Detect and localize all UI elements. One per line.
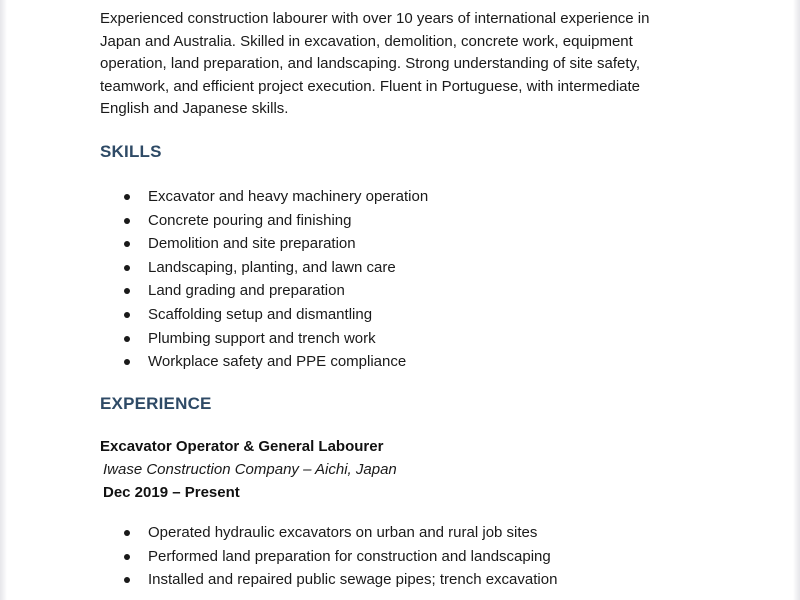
experience-heading: EXPERIENCE [100,394,212,413]
skill-item [100,209,740,233]
summary-line: operation, land preparation, and landscaping. Strong understanding of site safety, [100,55,641,72]
duty-text: Performed land preparation for construction and landscaping [148,547,551,565]
skill-item [100,303,740,327]
job-duties-list [100,521,740,592]
bullet-icon [124,265,130,271]
skill-item [100,185,740,209]
bullet-icon [124,554,130,560]
bullet-icon [124,194,130,200]
skill-text: Concrete pouring and finishing [148,211,352,229]
duty-item [100,521,740,545]
skill-text: Plumbing support and trench work [148,329,376,347]
duty-item [100,545,740,569]
skill-item [100,232,740,256]
bullet-icon [124,241,130,247]
skill-text: Excavator and heavy machinery operation [148,188,429,205]
skill-text: Scaffolding setup and dismantling [148,305,373,323]
summary-line: English and Japanese skills. [100,100,289,117]
skill-item [100,279,740,303]
summary-line: Japan and Australia. Skilled in excavation, demolition, concrete work, equipment [100,32,633,50]
duty-text: Operated hydraulic excavators on urban and rural job sites [148,524,538,541]
skills-heading: SKILLS [100,142,162,161]
bullet-icon [124,218,130,224]
job-title: Excavator Operator & General Labourer [100,438,384,455]
skill-text: Landscaping, planting, and lawn care [148,258,396,276]
page-edge-right [793,0,800,600]
bullet-icon [124,530,130,536]
duty-text: Installed and repaired public sewage pipes; trench excavation [148,571,558,589]
page-edge-left [0,0,7,600]
skill-item [100,350,740,374]
bullet-icon [124,359,130,365]
duty-item [100,568,740,592]
job-company: Iwase Construction Company – Aichi, Japan [103,461,397,478]
skill-item [100,327,740,351]
skill-text: Demolition and site preparation [148,235,356,253]
skills-list [100,185,740,374]
skill-item [100,256,740,280]
bullet-icon [124,288,130,294]
job-dates: Dec 2019 – Present [103,484,240,501]
bullet-icon [124,336,130,342]
bullet-icon [124,312,130,318]
bullet-icon [124,577,130,583]
summary-line: teamwork, and efficient project execution. Fluent in Portuguese, with intermediate [100,77,641,95]
skill-text: Workplace safety and PPE compliance [148,353,407,371]
summary-line: Experienced construction labourer with over 10 years of international experience in [100,10,650,27]
skill-text: Land grading and preparation [148,282,345,300]
profile-summary [100,8,740,121]
